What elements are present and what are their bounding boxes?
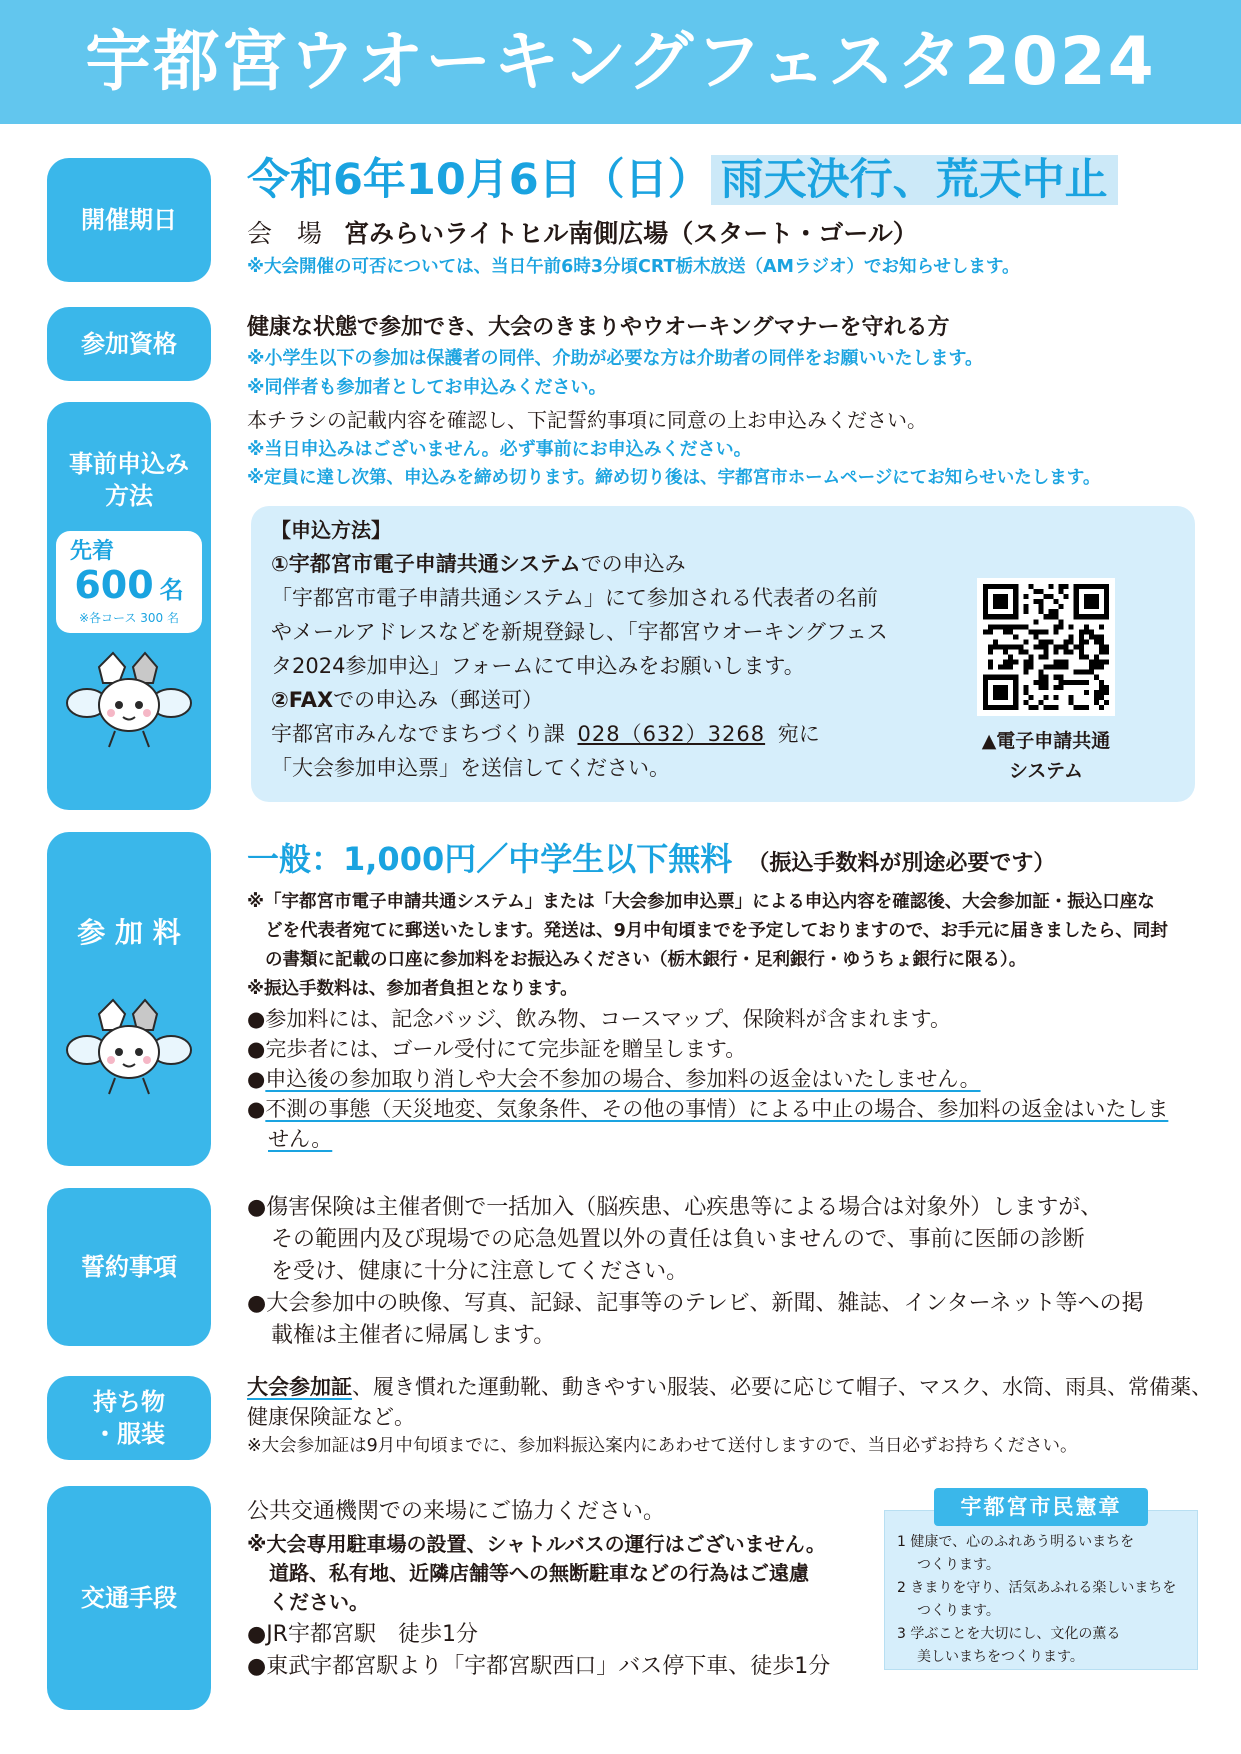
- date-block: [247, 152, 1197, 281]
- method-1-line: やメールアドレスなどを新規登録し、「宇都宮ウオーキングフェス: [271, 620, 888, 644]
- eligibility-note-2: ※同伴者も参加者としてお申込みください。: [247, 377, 607, 398]
- transport-access: ●東武宇都宮駅より「宇都宮駅西口」バス停下車、徒歩1分: [247, 1654, 831, 1679]
- pledge-item: その範囲内及び現場での応急処置以外の責任は負いませんので、事前に医師の診断: [271, 1227, 1085, 1252]
- venue: 会 場 宮みらいライトヒル南側広場（スタート・ゴール）: [247, 219, 918, 248]
- fee-bullet-cont: せん。: [268, 1127, 333, 1151]
- belongings-items: 健康保険証など。: [247, 1405, 415, 1429]
- application-method-text: [271, 516, 888, 783]
- capacity-note: ※各コース 300 名: [79, 611, 179, 626]
- transport-note: ください。: [269, 1590, 369, 1614]
- qr-code-icon[interactable]: [977, 578, 1115, 716]
- belongings-note: ※大会参加証は9月中旬頃までに、参加料振込案内にあわせて送付しますので、当日必ずお持ちください。: [247, 1436, 1078, 1456]
- charter-title: 宇都宮市民憲章: [934, 1488, 1148, 1526]
- application-note-2: ※定員に達し次第、申込みを締め切ります。締め切り後は、宇都宮市ホームページにてお知らせいたします。: [247, 468, 1101, 488]
- weather-policy: 雨天決行、荒天中止: [711, 155, 1118, 205]
- fee-bullet: ●不測の事態（天災地変、気象条件、その他の事情）による中止の場合、参加料の返金はいたしま: [247, 1097, 1169, 1121]
- fee-paragraph: の書類に記載の口座に参加料をお振込みください（栃木銀行・足利銀行・ゆうちょ銀行に限る）。: [265, 950, 1027, 970]
- page-title: 宇都宮ウオーキングフェスタ2024: [0, 0, 1241, 124]
- label-eligibility: 参加資格: [47, 307, 211, 381]
- pledge-block: [247, 1192, 1197, 1352]
- method-1: ①宇都宮市電子申請共通システムでの申込み: [271, 552, 686, 576]
- event-date: 令和6年10月6日（日） 雨天決行、荒天中止: [247, 152, 1197, 208]
- charter-items: 1 健康で、心のふれあう明るいまちを つくります。 2 きまりを守り、活気あふれる楽しいまちを つくります。 3 学ぶことを大切にし、文化の薫る 美しいまちをつくります。: [897, 1534, 1177, 1665]
- fax-number: 028（632）3268: [577, 722, 766, 746]
- application-intro-text: 本チラシの記載内容を確認し、下記誓約事項に同意の上お申込みください。: [247, 408, 927, 432]
- transport-access: ●JR宇都宮駅 徒歩1分: [247, 1622, 478, 1647]
- label-transport: 交通手段: [47, 1486, 211, 1710]
- capacity: 600 名: [74, 563, 184, 608]
- label-fee: 参 加 料: [47, 832, 211, 1166]
- capacity-box: [56, 531, 202, 634]
- citizen-charter: [884, 1510, 1198, 1670]
- application-intro: [247, 406, 1197, 493]
- method-title: 【申込方法】: [271, 518, 391, 542]
- application-note-1: ※当日申込みはございません。必ず事前にお申込みください。: [247, 439, 752, 460]
- qr-caption: ▲電子申請共通 システム: [981, 730, 1111, 782]
- fee-headline: 一般：1,000円／中学生以下無料 （振込手数料が別途必要です）: [247, 840, 1056, 878]
- mascot-fairy-icon: [65, 990, 193, 1098]
- application-method-panel: [251, 506, 1195, 802]
- method-2-line: 「大会参加申込票」を送信してください。: [271, 756, 670, 780]
- method-2: ②FAXでの申込み（郵送可）: [271, 688, 544, 712]
- belongings-items: 大会参加証、履き慣れた運動靴、動きやすい服装、必要に応じて帽子、マスク、水筒、雨具、常備薬、: [247, 1375, 1213, 1399]
- fee-block: [247, 836, 1197, 1154]
- transport-line: 公共交通機関での来場にご協力ください。: [247, 1499, 666, 1524]
- first-come: 先着: [70, 538, 115, 564]
- transport-note: 道路、私有地、近隣店舗等への無断駐車などの行為はご遠慮: [269, 1561, 809, 1585]
- label-pledge: 誓約事項: [47, 1188, 211, 1346]
- method-2-line: 宇都宮市みんなでまちづくり課 028（632）3268 宛に: [271, 722, 820, 746]
- label-application: 事前申込み 方法 先着 600 名 ※各コース 300 名: [47, 402, 211, 810]
- fee-bullet: ●申込後の参加取り消しや大会不参加の場合、参加料の返金はいたしません。: [247, 1067, 981, 1091]
- fee-paragraph: ※「宇都宮市電子申請共通システム」または「大会参加申込票」による申込内容を確認後、大会参加証・振込口座な: [247, 892, 1155, 912]
- label-date: 開催期日: [47, 158, 211, 282]
- belongings-block: [247, 1372, 1213, 1461]
- eligibility-block: [247, 312, 1197, 402]
- label-belongings: 持ち物 ・服装: [47, 1376, 211, 1460]
- fee-bullet: ●参加料には、記念バッジ、飲み物、コースマップ、保険料が含まれます。: [247, 1007, 951, 1031]
- method-1-line: 「宇都宮市電子申請共通システム」にて参加される代表者の名前: [271, 586, 878, 610]
- eligibility-note-1: ※小学生以下の参加は保護者の同伴、介助が必要な方は介助者の同伴をお願いいたします。: [247, 348, 984, 369]
- pledge-item: 載権は主催者に帰属します。: [271, 1323, 556, 1348]
- transport-note: ※大会専用駐車場の設置、シャトルバスの運行はございません。: [247, 1532, 826, 1556]
- fee-transfer-note: ※振込手数料は、参加者負担となります。: [247, 979, 578, 999]
- fee-bullet: ●完歩者には、ゴール受付にて完歩証を贈呈します。: [247, 1037, 747, 1061]
- pledge-item: を受け、健康に十分に注意してください。: [271, 1259, 689, 1284]
- pledge-item: ●傷害保険は主催者側で一括加入（脳疾患、心疾患等による場合は対象外）しますが、: [247, 1195, 1103, 1220]
- date-note: ※大会開催の可否については、当日午前6時3分頃CRT栃木放送（AMラジオ）でお知らせします。: [247, 257, 1020, 277]
- eligibility-main: 健康な状態で参加でき、大会のきまりやウオーキングマナーを守れる方: [247, 315, 950, 340]
- mascot-fairy-icon: [65, 643, 193, 751]
- fee-paragraph: どを代表者宛てに郵送いたします。発送は、9月中旬頃までを予定しておりますので、お手元に届きましたら、同封: [265, 921, 1168, 941]
- pledge-item: ●大会参加中の映像、写真、記録、記事等のテレビ、新聞、雑誌、インターネット等への掲: [247, 1291, 1144, 1316]
- method-1-line: タ2024参加申込」フォームにて申込みをお願いします。: [271, 654, 805, 678]
